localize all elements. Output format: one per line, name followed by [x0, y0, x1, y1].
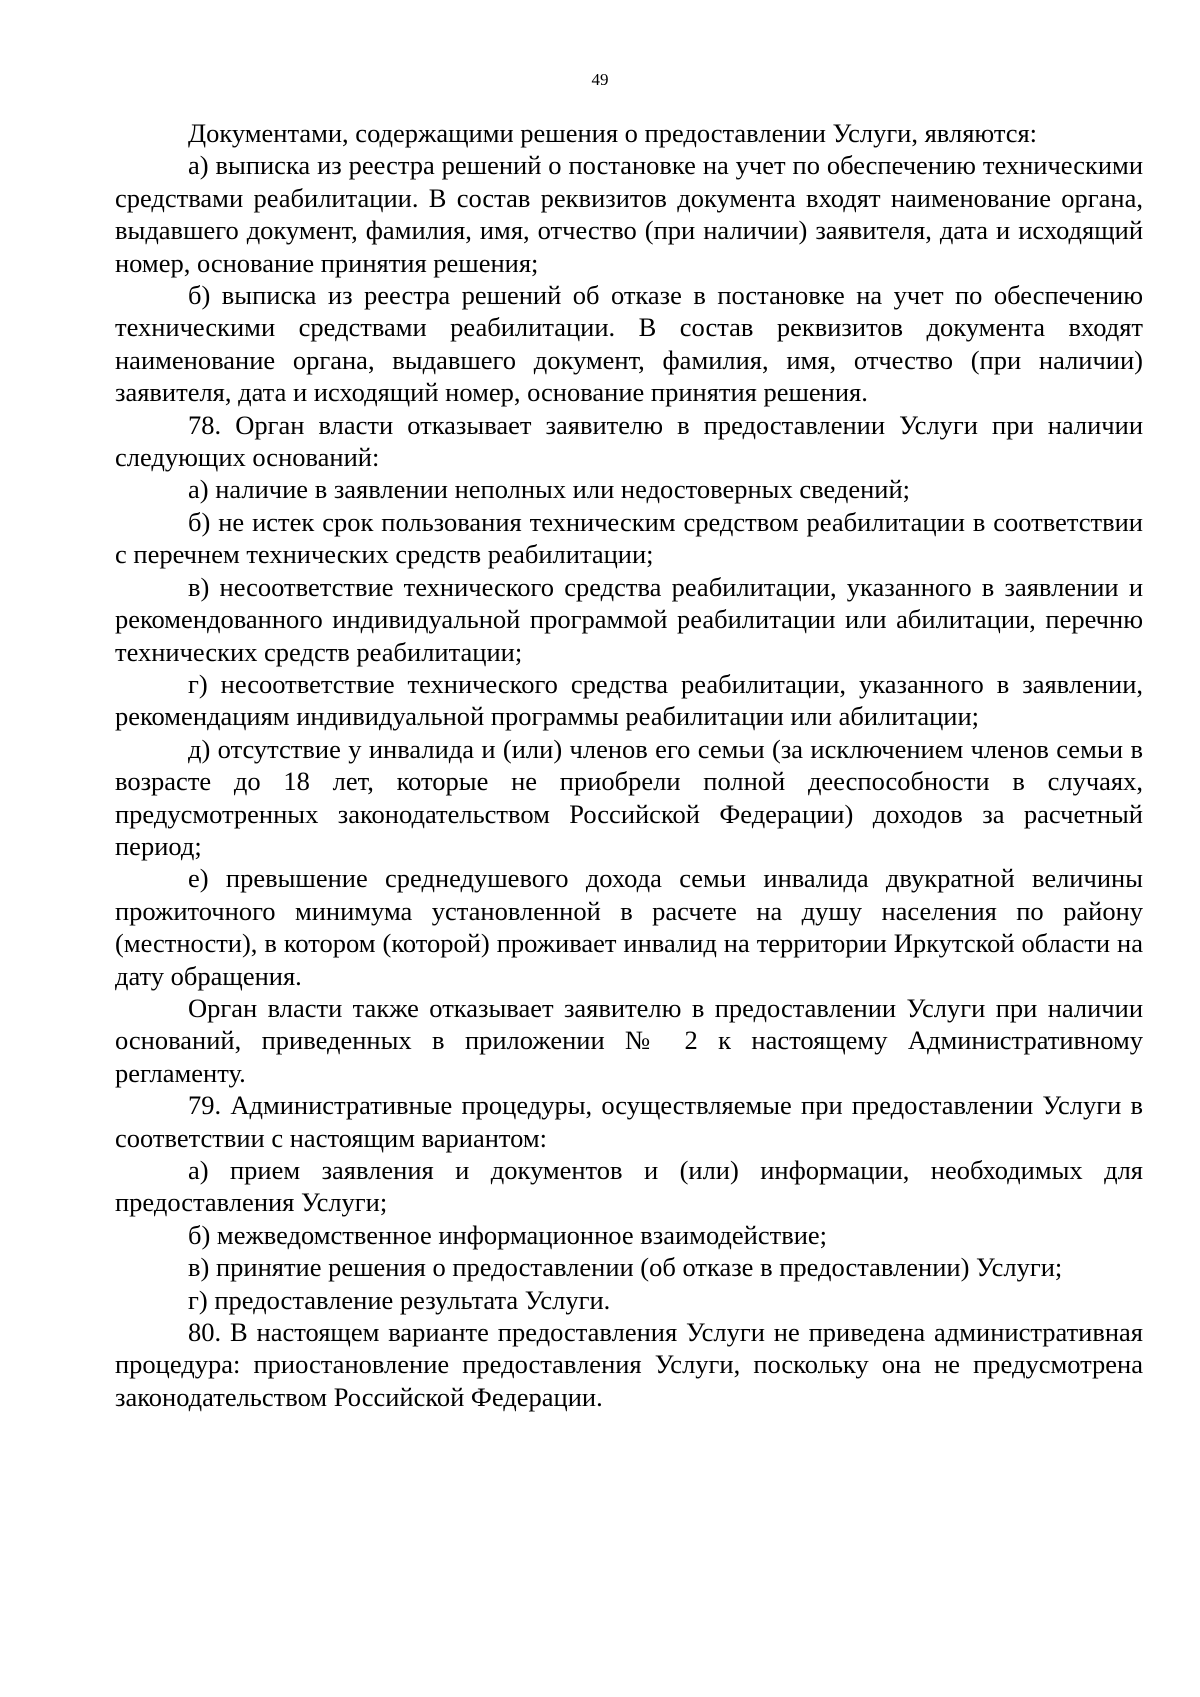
- page-number: 49: [591, 70, 609, 89]
- document-body: [115, 117, 1143, 1413]
- paragraph-78-additional: Орган власти также отказывает заявителю в предоставлении Услуги при наличии оснований, приведенных в приложении № 2 к настоящему Административному регламенту.: [115, 992, 1143, 1088]
- paragraph-item-b: б) выписка из реестра решений об отказе в постановке на учет по обеспечению техническими средствами реабилитации. В состав реквизитов документа входят наименование органа, выдавшего документ, фамилия, имя, отчество (при наличии) заявителя, дата и исходящий номер, основание принятия решения.: [115, 280, 1143, 408]
- paragraph-79-g: г) предоставление результата Услуги.: [188, 1284, 611, 1315]
- paragraph-79-v: в) принятие решения о предоставлении (об отказе в предоставлении) Услуги;: [188, 1252, 1063, 1283]
- paragraph-78: 78. Орган власти отказывает заявителю в предоставлении Услуги при наличии следующих оснований:: [115, 409, 1143, 473]
- paragraph-79-b: б) межведомственное информационное взаимодействие;: [188, 1219, 828, 1250]
- paragraph-78-b: б) не истек срок пользования техническим средством реабилитации в соответствии с перечнем технических средств реабилитации;: [115, 506, 1143, 570]
- paragraph-79: 79. Административные процедуры, осуществляемые при предоставлении Услуги в соответствии с настоящим вариантом:: [115, 1090, 1143, 1153]
- paragraph-78-e: е) превышение среднедушевого дохода семьи инвалида двукратной величины прожиточного минимума установленной в расчете на душу населения по району (местности), в котором (которой) проживает инвалид на территории Иркутской области на дату обращения.: [115, 863, 1143, 991]
- paragraph-78-a: а) наличие в заявлении неполных или недостоверных сведений;: [188, 474, 911, 505]
- paragraph-78-d: д) отсутствие у инвалида и (или) членов его семьи (за исключением членов семьи в возрасте до 18 лет, которые не приобрели полной дееспособности в случаях, предусмотренных законодательством Российской Федерации) доходов за расчетный период;: [115, 733, 1143, 861]
- paragraph-78-g: г) несоответствие технического средства реабилитации, указанного в заявлении, рекомендациям индивидуальной программы реабилитации или абилитации;: [115, 668, 1143, 732]
- paragraph-79-a: а) прием заявления и документов и (или) информации, необходимых для предоставления Услуги;: [115, 1155, 1143, 1218]
- paragraph-item-a: а) выписка из реестра решений о постановке на учет по обеспечению техническими средствами реабилитации. В состав реквизитов документа входят наименование органа, выдавшего документ, фамилия, имя, отчество (при наличии) заявителя, дата и исходящий номер, основание принятия решения;: [115, 150, 1143, 278]
- paragraph-intro: Документами, содержащими решения о предоставлении Услуги, являются:: [188, 118, 1038, 148]
- paragraph-78-v: в) несоответствие технического средства реабилитации, указанного в заявлении и рекомендованного индивидуальной программой реабилитации или абилитации, перечню технических средств реабилитации;: [115, 571, 1143, 667]
- paragraph-80: 80. В настоящем варианте предоставления Услуги не приведена административная процедура: приостановление предоставления Услуги, поскольку она не предусмотрена законодательством Российской Федерации.: [115, 1317, 1143, 1412]
